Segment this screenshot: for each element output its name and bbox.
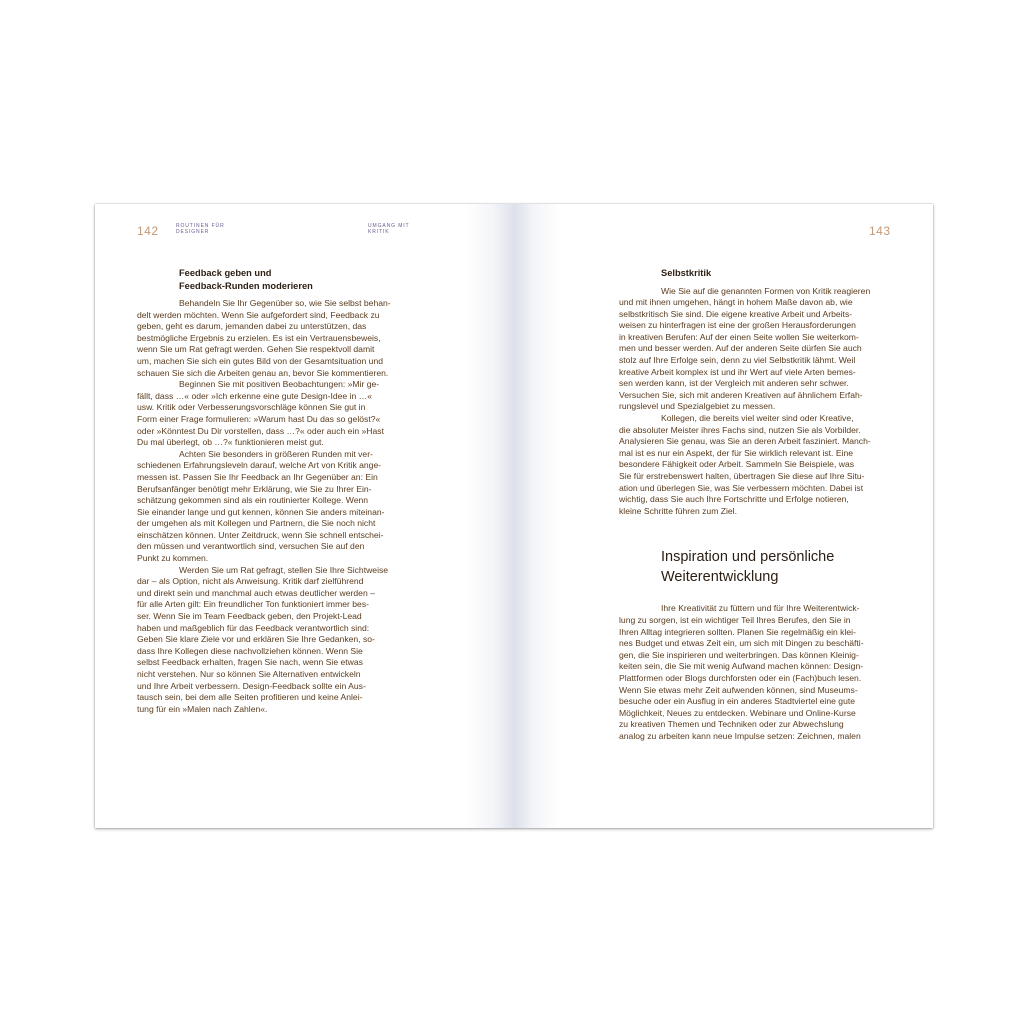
text-line: selbstkritisch Sie sind. Die eigene kreative Arbeit und Arbeits- [619, 308, 853, 319]
book-gutter [465, 204, 560, 828]
text-line: ser. Wenn Sie im Team Feedback geben, den Projekt-Lead [137, 611, 362, 622]
paragraph [619, 413, 909, 517]
right-text-column [619, 267, 909, 743]
text-line: mal ist es nur ein Aspekt, der für Sie wirklich relevant ist. Eine [619, 447, 854, 458]
text-line: Kollegen, die bereits viel weiter sind oder Kreative, [661, 413, 854, 424]
text-line: haben und maßgeblich für das Feedback verantwortlich sind: [137, 622, 370, 633]
text-line: delt werden möchten. Wenn Sie aufgefordert sind, Feedback zu [137, 309, 380, 320]
text-line: zu kreativen Themen und Techniken oder zur Abwechslung [619, 719, 844, 730]
text-line: Form einer Frage formulieren: »Warum hast Du das so gelöst?« [137, 413, 381, 424]
text-line: Ihren Alltag integrieren sollten. Planen Sie regelmäßig ein klei- [619, 626, 856, 637]
section-subheading [179, 267, 427, 292]
text-line: weisen zu hinterfragen ist eine der großen Herausforderungen [619, 320, 856, 331]
text-line: Beginnen Sie mit positiven Beobachtungen: »Mir ge- [179, 379, 380, 390]
paragraph [619, 286, 909, 414]
text-line: stolz auf Ihre Erfolge sein, denn zu viel Selbstkritik lähmt. Weil [619, 355, 856, 366]
running-head-line: KRITIK [368, 229, 390, 235]
subheading-line: Selbstkritik [661, 268, 712, 278]
subheading-line: Feedback-Runden moderieren [179, 280, 313, 291]
text-line: schauen Sie sich die Arbeiten genau an, bevor Sie kommentieren. [137, 367, 389, 378]
text-line: Wie Sie auf die genannten Formen von Kritik reagieren [661, 285, 871, 296]
text-line: dass Ihre Kollegen diese nachvollziehen können. Wenn Sie [137, 645, 363, 656]
chapter-heading-line: Weiterentwicklung [661, 569, 779, 586]
text-line: Geben Sie klare Ziele vor und erklären Sie Ihre Gedanken, so- [137, 634, 375, 645]
section-subheading [661, 267, 909, 280]
left-paragraphs [137, 298, 427, 715]
paragraph [619, 603, 909, 742]
text-line: selbst Feedback erhalten, fragen Sie nach, wenn Sie etwas [137, 657, 363, 668]
running-head-line: ROUTINEN FÜR [176, 223, 225, 229]
page-number-left: 142 [137, 224, 159, 238]
text-line: usw. Kritik oder Verbesserungsvorschläge können Sie gut in [137, 402, 366, 413]
text-line: Achten Sie besonders in größeren Runden mit ver- [179, 448, 373, 459]
text-line: nes Budget und etwas Zeit ein, um sich mit Dingen zu beschäfti- [619, 638, 864, 649]
book-spread [95, 204, 933, 828]
text-line: der umgehen als mit Kollegen und Partnern, die Sie noch nicht [137, 518, 376, 529]
text-line: ation und überlegen Sie, was Sie verbessern möchten. Dabei ist [619, 482, 864, 493]
text-line: in kreativen Berufen: Auf der einen Seite wollen Sie weiterkom- [619, 331, 859, 342]
chapter-paragraphs [619, 603, 909, 742]
text-line: tung für ein »Malen nach Zahlen«. [137, 703, 268, 714]
text-line: Analysieren Sie genau, was Sie an deren Arbeit fasziniert. Manch- [619, 436, 871, 447]
text-line: gen, die Sie inspirieren und weiterbringen. Das können Kleinig- [619, 649, 859, 660]
text-line: lung zu sorgen, ist ein wichtiger Teil Ihres Berufes, den Sie in [619, 614, 851, 625]
text-line: besuche oder ein Ausflug in ein anderes Stadtviertel eine gute [619, 696, 856, 707]
paragraph [137, 565, 427, 716]
text-line: kleine Schritte führen zum Ziel. [619, 505, 737, 516]
running-head-chapter [368, 223, 428, 235]
running-head-line: UMGANG MIT [368, 223, 410, 229]
text-line: analog zu arbeiten kann neue Impulse setzen: Zeichnen, malen [619, 730, 861, 741]
text-line: tausch sein, bei dem alle Seiten profitieren und keine Anlei- [137, 692, 363, 703]
running-head-line: DESIGNER [176, 229, 210, 235]
text-line: Berufsanfänger benötigt mehr Erklärung, wie Sie zu Ihrer Ein- [137, 483, 372, 494]
text-line: Wenn Sie etwas mehr Zeit aufwenden können, sind Museums- [619, 684, 858, 695]
text-line: Behandeln Sie Ihr Gegenüber so, wie Sie selbst behan- [179, 298, 391, 308]
text-line: oder »Könntest Du Dir vorstellen, dass …?« oder auch ein »Hast [137, 425, 384, 436]
text-line: Punkt zu kommen. [137, 553, 209, 564]
text-line: besondere Fähigkeit oder Arbeit. Sammeln Sie Beispiele, was [619, 459, 855, 470]
text-line: für alle Arten gilt: Ein freundlicher Ton funktioniert immer bes- [137, 599, 369, 610]
text-line: dar – als Option, nicht als Anweisung. Kritik darf zielführend [137, 576, 364, 587]
paragraph [137, 379, 427, 449]
text-line: fällt, dass …« oder »Ich erkenne eine gute Design-Idee in …« [137, 390, 373, 401]
text-line: Möglichkeit, Neues zu entdecken. Webinare und Online-Kurse [619, 707, 856, 718]
text-line: men und besser werden. Auf der anderen Seite dürfen Sie auch [619, 343, 862, 354]
text-line: messen ist. Passen Sie Ihr Feedback an Ihr Gegenüber an: Ein [137, 471, 378, 482]
text-line: und Ihre Arbeit verbessern. Design-Feedback sollte ein Aus- [137, 680, 366, 691]
text-line: Ihre Kreativität zu füttern und für Ihre Weiterentwick- [661, 603, 860, 614]
text-line: sen werden kann, ist der Vergleich mit anderen sehr schwer. [619, 378, 849, 389]
page-number-right: 143 [869, 224, 891, 238]
text-line: keiten sein, die Sie mit wenig Aufwand machen können: Design- [619, 661, 864, 672]
text-line: den müssen und verantwortlich sind, versuchen Sie auf den [137, 541, 365, 552]
text-line: Sie für erstrebenswert halten, übertragen Sie diese auf Ihre Situ- [619, 471, 865, 481]
text-line: bestmögliche Ergebnis zu erzielen. Es ist ein Vertrauensbeweis, [137, 332, 381, 343]
text-line: schätzung gekommen sind als ein routinierter Kollege. Wenn [137, 495, 369, 506]
text-line: Versuchen Sie, sich mit anderen Kreativen auf ähnlichem Erfah- [619, 389, 863, 400]
right-paragraphs [619, 286, 909, 518]
text-line: Sie einander lange und gut kennen, können Sie anders miteinan- [137, 506, 385, 517]
left-text-column [137, 267, 427, 715]
paragraph [137, 449, 427, 565]
text-line: kreative Arbeit komplex ist und ihr Wert auf viele Arten bemes- [619, 366, 856, 377]
text-line: Du mal überlegt, ob …?« funktionieren meist gut. [137, 437, 324, 448]
text-line: schiedenen Erfahrungsleveln darauf, welche Art von Kritik ange- [137, 460, 382, 471]
text-line: nicht verstehen. Nur so können Sie Alternativen entwickeln [137, 669, 361, 679]
text-line: geben, geht es darum, jemanden dabei zu unterstützen, das [137, 321, 367, 332]
text-line: wenn Sie um Rat gefragt werden. Gehen Sie respektvoll damit [137, 344, 375, 355]
chapter-heading [661, 547, 909, 587]
text-line: Werden Sie um Rat gefragt, stellen Sie Ihre Sichtweise [179, 564, 389, 575]
chapter-heading-line: Inspiration und persönliche [661, 549, 835, 566]
text-line: und direkt sein und manchmal auch etwas deutlicher werden – [137, 587, 375, 598]
text-line: rungslevel und Spezialgebiet zu messen. [619, 401, 776, 412]
text-line: einschätzen können. Unter Zeitdruck, wenn Sie schnell entschei- [137, 529, 384, 540]
subheading-line: Feedback geben und [179, 268, 272, 278]
running-head-section [176, 223, 236, 235]
text-line: und mit ihnen umgehen, hängt in hohem Maße davon ab, wie [619, 297, 853, 308]
text-line: um, machen Sie sich ein gutes Bild von der Gesamtsituation und [137, 355, 384, 366]
paragraph [137, 298, 427, 379]
text-line: Plattformen oder Blogs durchforsten oder ein (Fach)buch lesen. [619, 672, 862, 683]
text-line: die absoluter Meister ihres Fachs sind, nutzen Sie als Vorbilder. [619, 424, 861, 435]
text-line: wichtig, dass Sie auch Ihre Fortschritte und Erfolge notieren, [619, 494, 849, 505]
